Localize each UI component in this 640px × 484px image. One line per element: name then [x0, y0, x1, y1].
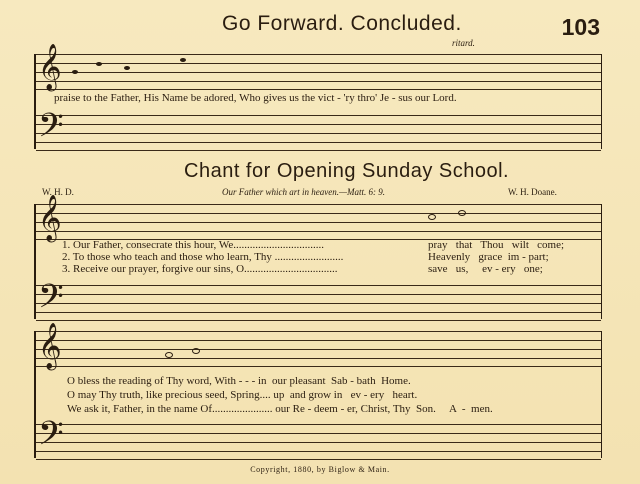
- verse-2-right: Heavenly grace im - part;: [428, 251, 549, 263]
- treble-clef-icon: 𝄞: [38, 44, 62, 89]
- treble-clef-icon: 𝄞: [38, 195, 62, 240]
- verse-1-second: O bless the reading of Thy word, With - - - in our pleasant Sab - bath Home.: [67, 375, 411, 387]
- verse-1-right: pray that Thou wilt come;: [428, 239, 565, 251]
- chant-title: Chant for Opening Sunday School.: [184, 160, 510, 182]
- system-brace: [34, 204, 36, 319]
- verse-3-right: save us, ev - ery one;: [428, 263, 543, 275]
- copyright-notice: Copyright, 1880, by Biglow & Main.: [250, 465, 390, 474]
- note-head: [72, 70, 78, 74]
- bass-staff-top: [36, 115, 601, 151]
- chant-treble-staff-1: [36, 204, 601, 240]
- half-note-head: [165, 352, 173, 358]
- final-bar: [601, 331, 602, 458]
- scripture-reference: Our Father which art in heaven.—Matt. 6: 9.: [222, 187, 385, 197]
- top-lyrics: praise to the Father, His Name be adored, Who gives us the vict - 'ry thro' Je - sus our Lord.: [54, 92, 457, 104]
- half-note-head: [428, 214, 436, 220]
- treble-staff-top: [36, 54, 601, 90]
- section-title: Go Forward. Concluded.: [222, 12, 462, 35]
- page-number: 103: [561, 14, 600, 40]
- chant-treble-staff-2: [36, 331, 601, 367]
- right-credit: W. H. Doane.: [508, 187, 557, 197]
- bass-clef-icon: 𝄢: [38, 278, 64, 323]
- bass-clef-icon: 𝄢: [38, 415, 64, 460]
- note-head: [180, 58, 186, 62]
- system-brace: [34, 54, 36, 149]
- half-note-head: [192, 348, 200, 354]
- note-head: [124, 66, 130, 70]
- verse-3-second: We ask it, Father, in the name Of...................... our Re - deem - er, Christ, Thy Son. A - men.: [67, 403, 493, 415]
- note-head: [96, 62, 102, 66]
- treble-clef-icon: 𝄞: [38, 323, 62, 368]
- left-credit: W. H. D.: [42, 187, 74, 197]
- system-brace: [34, 331, 36, 458]
- ritard-marking: ritard.: [452, 38, 475, 48]
- half-note-head: [458, 210, 466, 216]
- chant-bass-staff-1: [36, 285, 601, 321]
- final-bar: [601, 54, 602, 149]
- verse-1-left: 1. Our Father, consecrate this hour, We.................................: [62, 239, 324, 251]
- verse-2-second: O may Thy truth, like precious seed, Spring.... up and grow in ev - ery heart.: [67, 389, 418, 401]
- verse-3-left: 3. Receive our prayer, forgive our sins, O..................................: [62, 263, 338, 275]
- bass-clef-icon: 𝄢: [38, 107, 64, 152]
- verse-2-left: 2. To those who teach and those who learn, Thy .........................: [62, 251, 344, 263]
- chant-bass-staff-2: [36, 424, 601, 460]
- bar-line: [601, 204, 602, 319]
